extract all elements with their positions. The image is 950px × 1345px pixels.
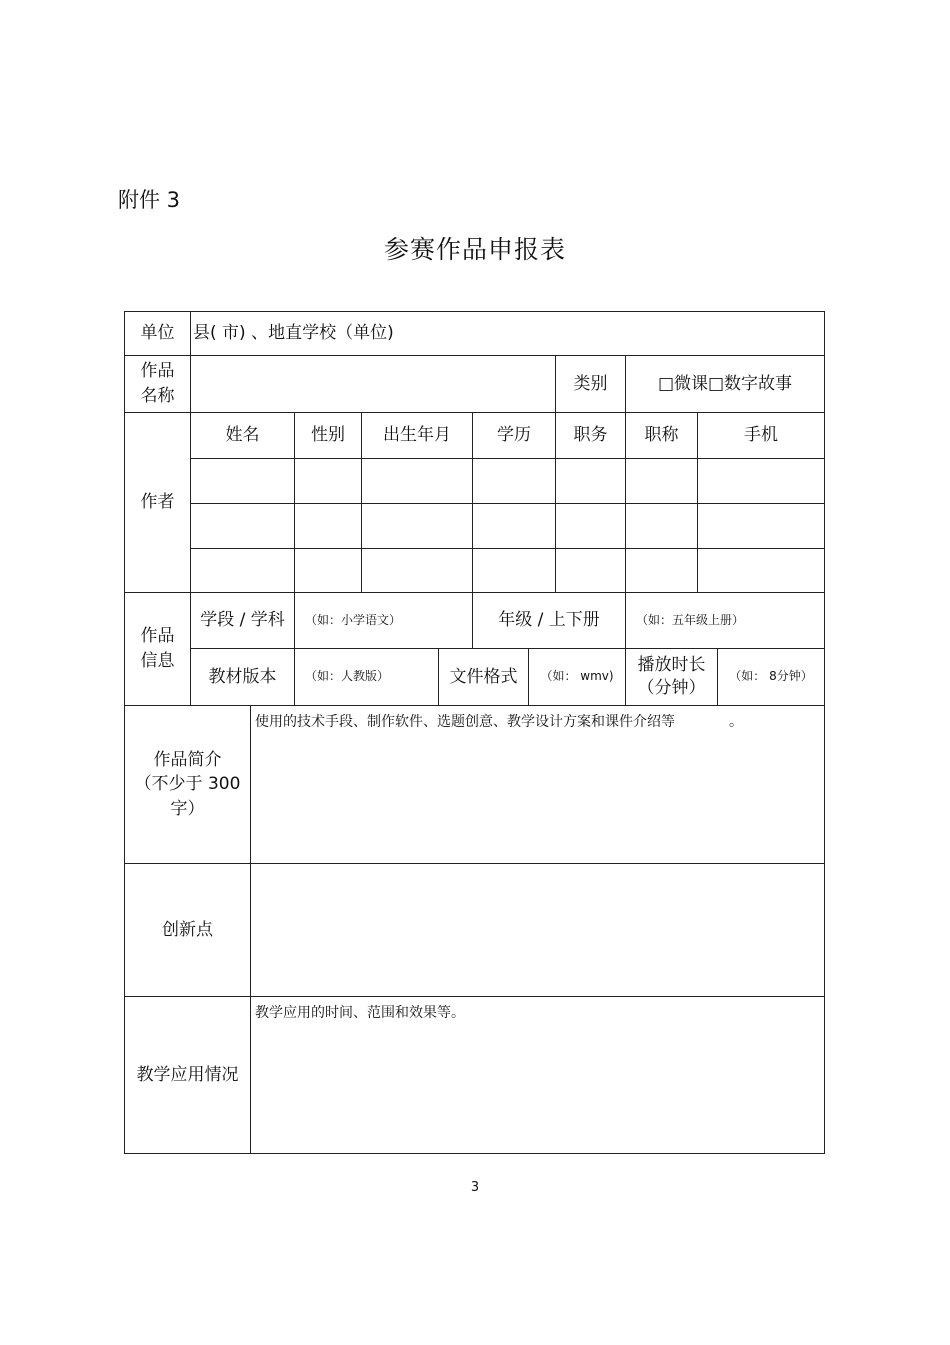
innovation-label: 创新点 (124, 863, 251, 997)
author-row-3-position[interactable] (555, 548, 626, 593)
format-label: 文件格式 (438, 648, 529, 706)
summary-hint: 使用的技术手段、制作软件、选题创意、教学设计方案和课件介绍等 (255, 714, 675, 730)
stage-subject-field[interactable]: （如：小学语文） (294, 592, 473, 649)
author-row-1-title[interactable] (625, 458, 698, 504)
duration-field[interactable]: （如： 8分钟） (717, 648, 825, 706)
innovation-field[interactable] (250, 863, 825, 997)
author-header-position: 职务 (555, 412, 626, 459)
author-header-education: 学历 (472, 412, 556, 459)
summary-field[interactable] (250, 705, 825, 864)
authors-label: 作者 (124, 412, 191, 593)
author-row-1-education[interactable] (472, 458, 556, 504)
author-row-2-gender[interactable] (294, 503, 362, 549)
author-row-2-title[interactable] (625, 503, 698, 549)
unit-label: 单位 (124, 311, 191, 356)
format-field[interactable]: （如： wmv) (528, 648, 626, 706)
author-header-gender: 性别 (294, 412, 362, 459)
author-row-3-gender[interactable] (294, 548, 362, 593)
form-title: 参赛作品申报表 (383, 235, 566, 264)
work-name-field[interactable] (190, 355, 556, 413)
author-header-birth: 出生年月 (361, 412, 473, 459)
author-row-3-birth[interactable] (361, 548, 473, 593)
application-field[interactable] (250, 996, 825, 1154)
author-row-1-birth[interactable] (361, 458, 473, 504)
author-row-3-name[interactable] (190, 548, 295, 593)
category-label: 类别 (555, 355, 626, 413)
work-info-label: 作品 信息 (124, 592, 191, 706)
author-row-2-education[interactable] (472, 503, 556, 549)
author-row-2-phone[interactable] (697, 503, 825, 549)
author-row-2-position[interactable] (555, 503, 626, 549)
author-header-phone: 手机 (697, 412, 825, 459)
grade-label: 年级 / 上下册 (472, 592, 626, 649)
unit-field[interactable]: 县( 市) 、地直学校（单位) (190, 311, 825, 356)
author-header-title: 职称 (625, 412, 698, 459)
author-row-3-education[interactable] (472, 548, 556, 593)
attachment-label: 附件 3 (118, 188, 181, 212)
stage-subject-label: 学段 / 学科 (190, 592, 295, 649)
page-number: 3 (470, 1180, 480, 1195)
author-row-2-name[interactable] (190, 503, 295, 549)
work-name-label: 作品 名称 (124, 355, 191, 413)
grade-field[interactable]: （如：五年级上册） (625, 592, 825, 649)
author-row-3-title[interactable] (625, 548, 698, 593)
author-row-1-phone[interactable] (697, 458, 825, 504)
author-row-2-birth[interactable] (361, 503, 473, 549)
author-row-1-gender[interactable] (294, 458, 362, 504)
author-row-1-name[interactable] (190, 458, 295, 504)
edition-field[interactable]: （如：人教版） (294, 648, 439, 706)
application-hint: 教学应用的时间、范围和效果等。 (255, 1005, 465, 1021)
author-row-1-position[interactable] (555, 458, 626, 504)
application-label: 教学应用情况 (124, 996, 251, 1154)
edition-label: 教材版本 (190, 648, 295, 706)
author-row-3-phone[interactable] (697, 548, 825, 593)
summary-hint-period: 。 (729, 714, 743, 730)
summary-label: 作品简介 （不少于 300 字） (124, 705, 251, 864)
duration-label: 播放时长 （分钟） (625, 648, 718, 706)
category-options[interactable]: □微课□数字故事 (625, 355, 825, 413)
author-header-name: 姓名 (190, 412, 295, 459)
